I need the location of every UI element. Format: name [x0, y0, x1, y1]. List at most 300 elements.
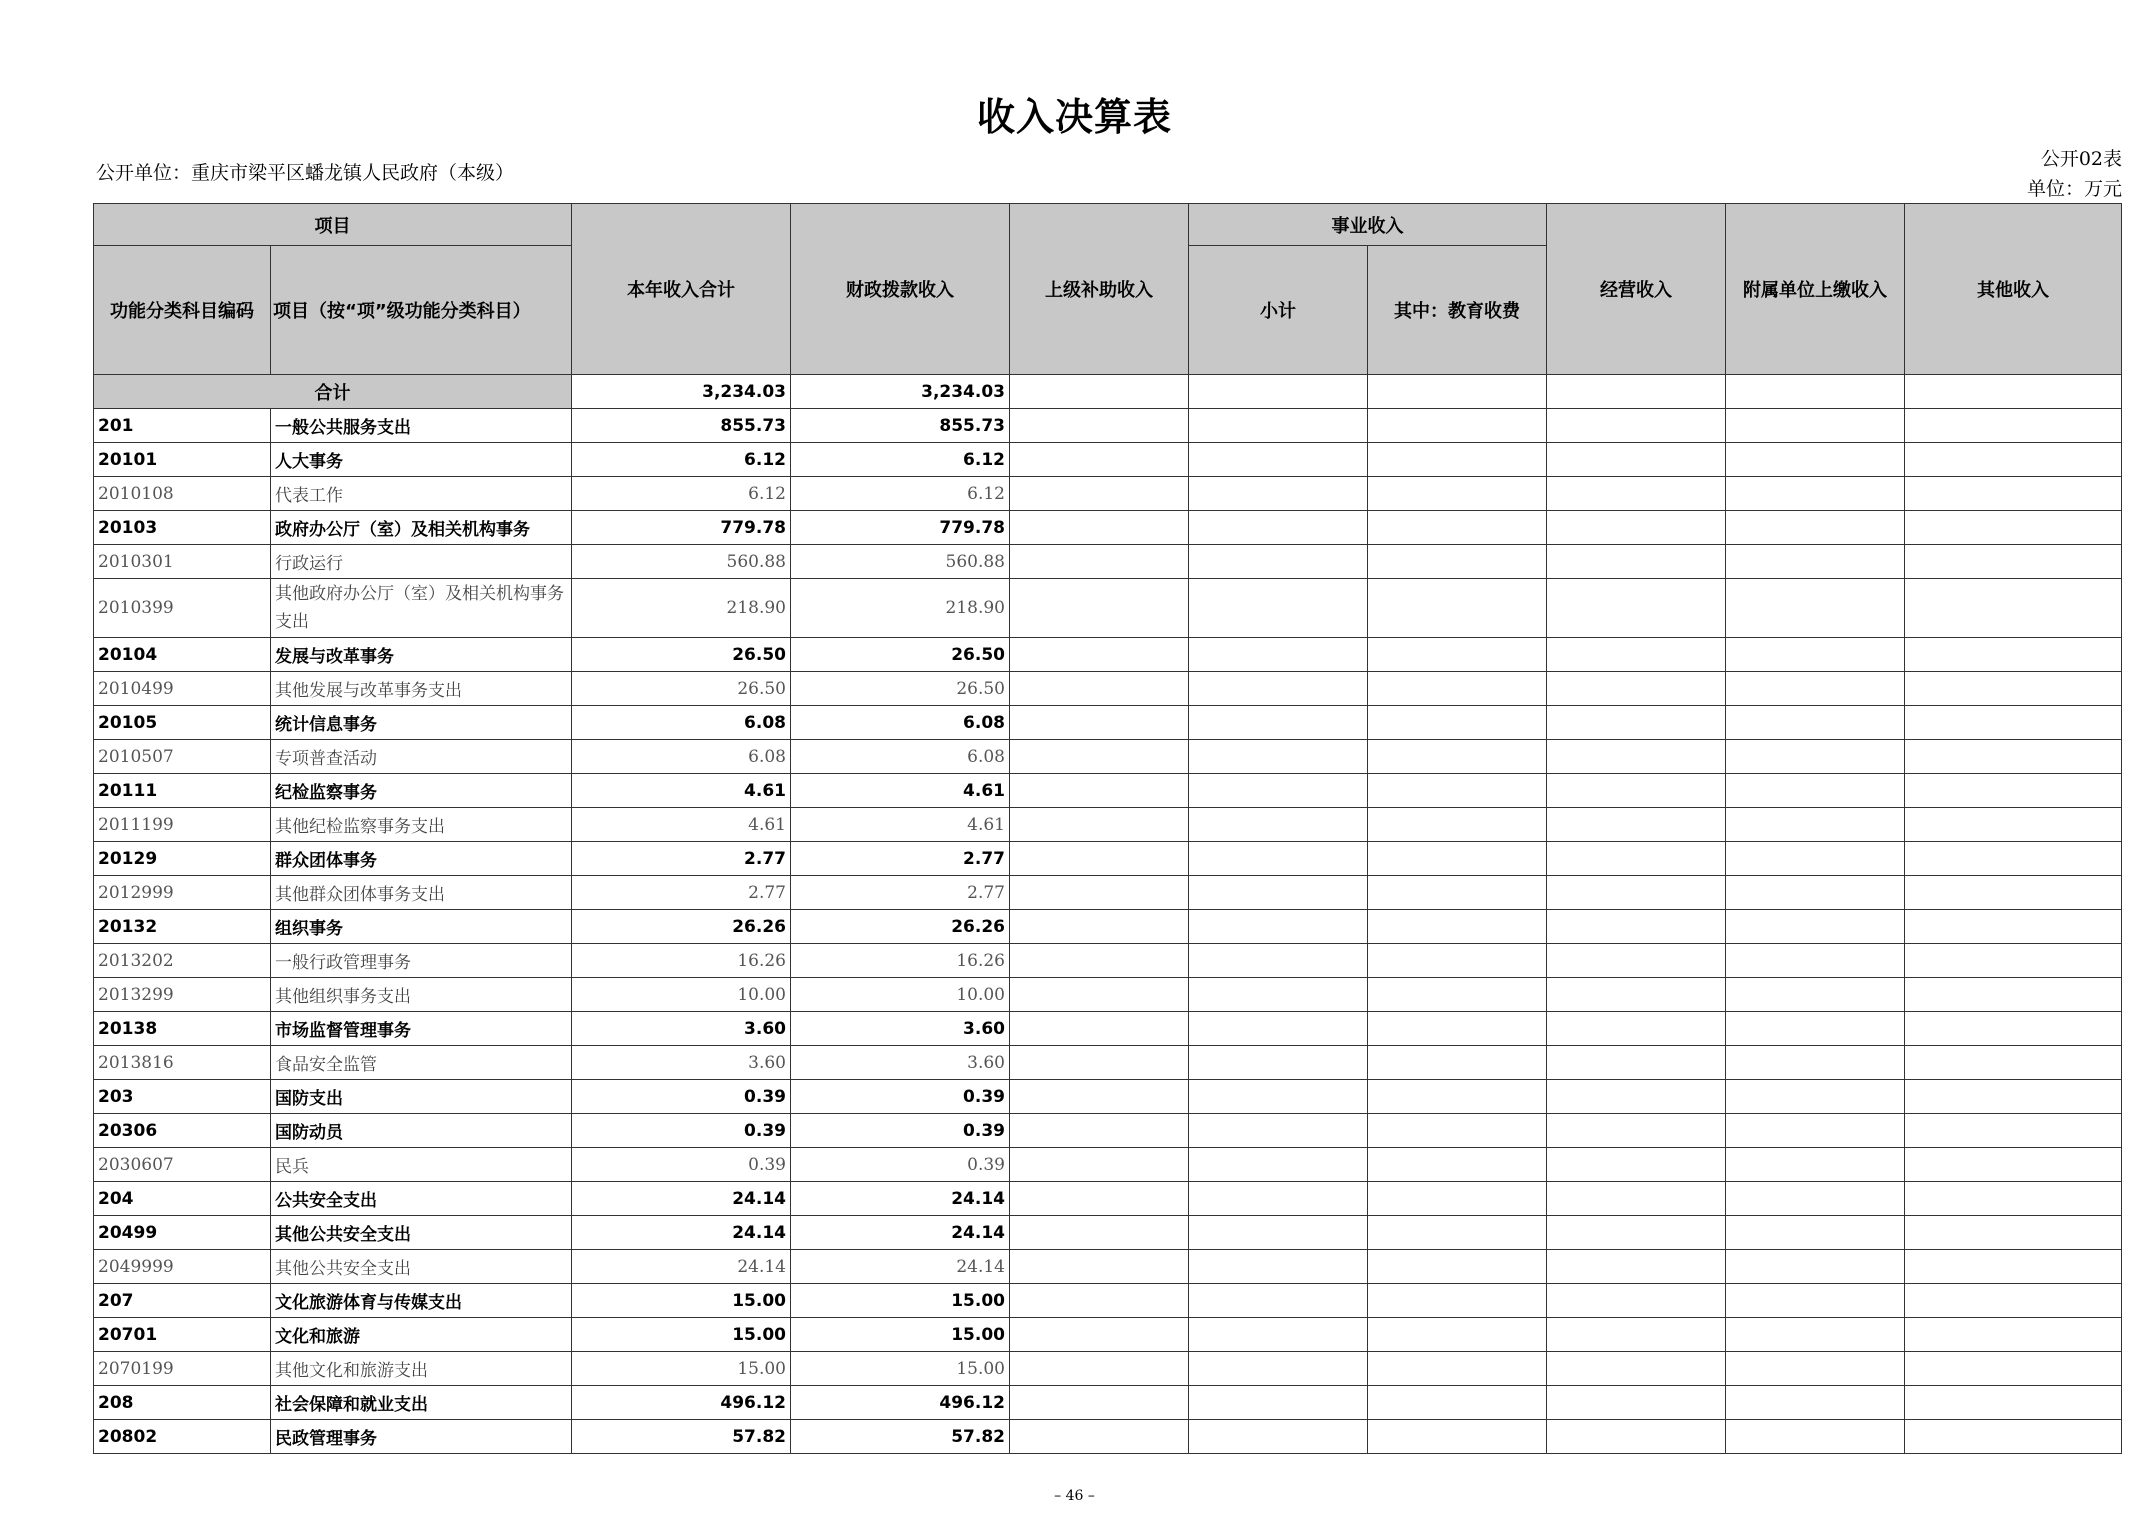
total-row — [94, 375, 2122, 409]
row-name: 其他公共安全支出 — [271, 1250, 572, 1284]
row-affiliated — [1726, 672, 1905, 706]
row-total: 24.14 — [572, 1216, 791, 1250]
row-operating — [1547, 978, 1726, 1012]
row-code: 208 — [94, 1386, 271, 1420]
row-affiliated — [1726, 1148, 1905, 1182]
row-fiscal: 57.82 — [791, 1420, 1010, 1454]
table-row — [94, 1216, 2122, 1250]
table-row — [94, 443, 2122, 477]
row-total: 26.26 — [572, 910, 791, 944]
table-row — [94, 638, 2122, 672]
row-total: 15.00 — [572, 1284, 791, 1318]
header-operating: 经营收入 — [1547, 204, 1726, 375]
row-operating — [1547, 1080, 1726, 1114]
row-total: 2.77 — [572, 876, 791, 910]
row-subtotal — [1189, 1420, 1368, 1454]
row-total: 560.88 — [572, 545, 791, 579]
row-fiscal: 855.73 — [791, 409, 1010, 443]
row-affiliated — [1726, 1046, 1905, 1080]
row-code: 2013816 — [94, 1046, 271, 1080]
row-upper — [1010, 1114, 1189, 1148]
row-fiscal: 560.88 — [791, 545, 1010, 579]
row-name: 其他组织事务支出 — [271, 978, 572, 1012]
row-code: 20105 — [94, 706, 271, 740]
row-fiscal: 15.00 — [791, 1318, 1010, 1352]
row-subtotal — [1189, 511, 1368, 545]
row-code: 201 — [94, 409, 271, 443]
table-row — [94, 842, 2122, 876]
row-affiliated — [1726, 740, 1905, 774]
row-upper — [1010, 944, 1189, 978]
row-fiscal: 24.14 — [791, 1182, 1010, 1216]
row-other — [1905, 876, 2122, 910]
row-other — [1905, 1012, 2122, 1046]
row-edu — [1368, 511, 1547, 545]
row-name: 民兵 — [271, 1148, 572, 1182]
row-other — [1905, 1114, 2122, 1148]
table-body — [94, 375, 2122, 1454]
row-operating — [1547, 944, 1726, 978]
row-operating — [1547, 409, 1726, 443]
table-row — [94, 808, 2122, 842]
row-name: 民政管理事务 — [271, 1420, 572, 1454]
row-name: 群众团体事务 — [271, 842, 572, 876]
page-number: – 46 – — [1054, 1488, 1095, 1504]
row-fiscal: 496.12 — [791, 1386, 1010, 1420]
row-code: 20104 — [94, 638, 271, 672]
row-subtotal — [1189, 910, 1368, 944]
row-subtotal — [1189, 944, 1368, 978]
row-name: 其他文化和旅游支出 — [271, 1352, 572, 1386]
row-affiliated — [1726, 1318, 1905, 1352]
total-fiscal: 3,234.03 — [791, 375, 1010, 409]
row-total: 4.61 — [572, 774, 791, 808]
row-affiliated — [1726, 1386, 1905, 1420]
row-edu — [1368, 944, 1547, 978]
row-upper — [1010, 876, 1189, 910]
row-affiliated — [1726, 1420, 1905, 1454]
row-total: 16.26 — [572, 944, 791, 978]
row-operating — [1547, 511, 1726, 545]
row-upper — [1010, 1420, 1189, 1454]
table-row — [94, 545, 2122, 579]
row-affiliated — [1726, 443, 1905, 477]
row-total: 26.50 — [572, 638, 791, 672]
row-affiliated — [1726, 774, 1905, 808]
row-subtotal — [1189, 638, 1368, 672]
total-affiliated — [1726, 375, 1905, 409]
row-operating — [1547, 842, 1726, 876]
row-subtotal — [1189, 1250, 1368, 1284]
row-operating — [1547, 1148, 1726, 1182]
row-upper — [1010, 1250, 1189, 1284]
row-code: 20701 — [94, 1318, 271, 1352]
row-other — [1905, 1386, 2122, 1420]
row-name: 发展与改革事务 — [271, 638, 572, 672]
row-code: 20132 — [94, 910, 271, 944]
row-total: 6.08 — [572, 706, 791, 740]
row-edu — [1368, 1182, 1547, 1216]
row-upper — [1010, 579, 1189, 638]
row-subtotal — [1189, 1386, 1368, 1420]
row-operating — [1547, 1420, 1726, 1454]
row-total: 0.39 — [572, 1080, 791, 1114]
table-row — [94, 978, 2122, 1012]
row-total: 24.14 — [572, 1182, 791, 1216]
row-subtotal — [1189, 1216, 1368, 1250]
table-row — [94, 1352, 2122, 1386]
row-fiscal: 0.39 — [791, 1148, 1010, 1182]
row-edu — [1368, 706, 1547, 740]
table-row — [94, 1420, 2122, 1454]
row-name: 组织事务 — [271, 910, 572, 944]
row-affiliated — [1726, 1250, 1905, 1284]
row-upper — [1010, 740, 1189, 774]
row-operating — [1547, 1012, 1726, 1046]
row-fiscal: 218.90 — [791, 579, 1010, 638]
row-subtotal — [1189, 774, 1368, 808]
table-row — [94, 740, 2122, 774]
row-name: 文化旅游体育与传媒支出 — [271, 1284, 572, 1318]
row-upper — [1010, 1148, 1189, 1182]
table-row — [94, 1182, 2122, 1216]
row-other — [1905, 740, 2122, 774]
row-affiliated — [1726, 477, 1905, 511]
row-subtotal — [1189, 1080, 1368, 1114]
table-row — [94, 1012, 2122, 1046]
row-upper — [1010, 1080, 1189, 1114]
row-other — [1905, 443, 2122, 477]
row-edu — [1368, 1046, 1547, 1080]
row-total: 3.60 — [572, 1046, 791, 1080]
row-subtotal — [1189, 1318, 1368, 1352]
table-row — [94, 1148, 2122, 1182]
row-total: 57.82 — [572, 1420, 791, 1454]
row-code: 2013202 — [94, 944, 271, 978]
row-operating — [1547, 740, 1726, 774]
row-edu — [1368, 1284, 1547, 1318]
row-subtotal — [1189, 545, 1368, 579]
row-operating — [1547, 443, 1726, 477]
row-name: 食品安全监管 — [271, 1046, 572, 1080]
row-name: 市场监督管理事务 — [271, 1012, 572, 1046]
row-subtotal — [1189, 1114, 1368, 1148]
row-affiliated — [1726, 545, 1905, 579]
row-other — [1905, 1046, 2122, 1080]
row-total: 0.39 — [572, 1114, 791, 1148]
row-upper — [1010, 910, 1189, 944]
row-subtotal — [1189, 978, 1368, 1012]
row-subtotal — [1189, 740, 1368, 774]
row-name: 政府办公厅（室）及相关机构事务 — [271, 511, 572, 545]
row-total: 26.50 — [572, 672, 791, 706]
row-affiliated — [1726, 944, 1905, 978]
row-upper — [1010, 545, 1189, 579]
row-edu — [1368, 1114, 1547, 1148]
header-affiliated: 附属单位上缴收入 — [1726, 204, 1905, 375]
row-code: 2013299 — [94, 978, 271, 1012]
row-upper — [1010, 1352, 1189, 1386]
row-other — [1905, 1318, 2122, 1352]
row-other — [1905, 1284, 2122, 1318]
row-fiscal: 6.12 — [791, 477, 1010, 511]
row-edu — [1368, 910, 1547, 944]
row-operating — [1547, 1284, 1726, 1318]
row-other — [1905, 1216, 2122, 1250]
row-name: 社会保障和就业支出 — [271, 1386, 572, 1420]
row-upper — [1010, 672, 1189, 706]
row-name: 代表工作 — [271, 477, 572, 511]
row-code: 20499 — [94, 1216, 271, 1250]
row-upper — [1010, 1182, 1189, 1216]
row-code: 2011199 — [94, 808, 271, 842]
row-code: 2070199 — [94, 1352, 271, 1386]
header-business: 事业收入 — [1189, 204, 1547, 246]
row-edu — [1368, 978, 1547, 1012]
row-operating — [1547, 672, 1726, 706]
row-edu — [1368, 443, 1547, 477]
header-subtotal: 小计 — [1189, 246, 1368, 375]
row-code: 20111 — [94, 774, 271, 808]
row-edu — [1368, 1250, 1547, 1284]
row-name: 专项普查活动 — [271, 740, 572, 774]
row-operating — [1547, 910, 1726, 944]
row-subtotal — [1189, 579, 1368, 638]
row-total: 15.00 — [572, 1352, 791, 1386]
row-total: 496.12 — [572, 1386, 791, 1420]
row-subtotal — [1189, 1352, 1368, 1386]
row-other — [1905, 409, 2122, 443]
header-edu: 其中：教育收费 — [1368, 246, 1547, 375]
row-edu — [1368, 477, 1547, 511]
row-total: 779.78 — [572, 511, 791, 545]
row-edu — [1368, 740, 1547, 774]
row-affiliated — [1726, 842, 1905, 876]
row-operating — [1547, 808, 1726, 842]
table-row — [94, 1284, 2122, 1318]
row-code: 207 — [94, 1284, 271, 1318]
row-operating — [1547, 1216, 1726, 1250]
row-operating — [1547, 1182, 1726, 1216]
total-subtotal — [1189, 375, 1368, 409]
row-affiliated — [1726, 910, 1905, 944]
row-operating — [1547, 774, 1726, 808]
row-total: 855.73 — [572, 409, 791, 443]
row-subtotal — [1189, 1284, 1368, 1318]
row-affiliated — [1726, 978, 1905, 1012]
row-affiliated — [1726, 1012, 1905, 1046]
row-edu — [1368, 1318, 1547, 1352]
row-operating — [1547, 579, 1726, 638]
row-subtotal — [1189, 1012, 1368, 1046]
row-name: 其他纪检监察事务支出 — [271, 808, 572, 842]
row-subtotal — [1189, 1148, 1368, 1182]
row-total: 6.12 — [572, 443, 791, 477]
row-operating — [1547, 1046, 1726, 1080]
row-name: 一般行政管理事务 — [271, 944, 572, 978]
row-upper — [1010, 808, 1189, 842]
header-fiscal: 财政拨款收入 — [791, 204, 1010, 375]
row-edu — [1368, 1386, 1547, 1420]
row-other — [1905, 672, 2122, 706]
row-upper — [1010, 706, 1189, 740]
row-code: 20802 — [94, 1420, 271, 1454]
row-code: 2010399 — [94, 579, 271, 638]
row-other — [1905, 910, 2122, 944]
row-operating — [1547, 1114, 1726, 1148]
row-code: 2010301 — [94, 545, 271, 579]
row-upper — [1010, 1046, 1189, 1080]
row-fiscal: 3.60 — [791, 1046, 1010, 1080]
row-fiscal: 10.00 — [791, 978, 1010, 1012]
row-fiscal: 2.77 — [791, 842, 1010, 876]
row-operating — [1547, 1318, 1726, 1352]
table-row — [94, 409, 2122, 443]
row-affiliated — [1726, 579, 1905, 638]
reporting-unit: 公开单位：重庆市梁平区蟠龙镇人民政府（本级） — [96, 162, 515, 184]
row-fiscal: 15.00 — [791, 1284, 1010, 1318]
row-upper — [1010, 978, 1189, 1012]
row-fiscal: 779.78 — [791, 511, 1010, 545]
row-upper — [1010, 511, 1189, 545]
row-other — [1905, 638, 2122, 672]
row-other — [1905, 1148, 2122, 1182]
total-other — [1905, 375, 2122, 409]
table-row — [94, 477, 2122, 511]
row-subtotal — [1189, 1182, 1368, 1216]
table-row — [94, 774, 2122, 808]
row-affiliated — [1726, 808, 1905, 842]
row-upper — [1010, 1284, 1189, 1318]
row-other — [1905, 1420, 2122, 1454]
table-header — [94, 204, 2122, 375]
table-row — [94, 1386, 2122, 1420]
row-edu — [1368, 1148, 1547, 1182]
row-total: 10.00 — [572, 978, 791, 1012]
row-other — [1905, 545, 2122, 579]
row-fiscal: 6.08 — [791, 706, 1010, 740]
row-name: 一般公共服务支出 — [271, 409, 572, 443]
total-total: 3,234.03 — [572, 375, 791, 409]
row-upper — [1010, 409, 1189, 443]
row-subtotal — [1189, 443, 1368, 477]
row-subtotal — [1189, 672, 1368, 706]
row-edu — [1368, 774, 1547, 808]
row-upper — [1010, 1318, 1189, 1352]
row-subtotal — [1189, 706, 1368, 740]
table-row — [94, 1046, 2122, 1080]
table-row — [94, 1318, 2122, 1352]
row-total: 24.14 — [572, 1250, 791, 1284]
row-code: 20306 — [94, 1114, 271, 1148]
row-subtotal — [1189, 842, 1368, 876]
row-affiliated — [1726, 1216, 1905, 1250]
header-project: 项目 — [94, 204, 572, 246]
row-edu — [1368, 409, 1547, 443]
row-affiliated — [1726, 409, 1905, 443]
row-subtotal — [1189, 876, 1368, 910]
row-upper — [1010, 443, 1189, 477]
row-upper — [1010, 774, 1189, 808]
total-operating — [1547, 375, 1726, 409]
header-upper: 上级补助收入 — [1010, 204, 1189, 375]
row-other — [1905, 706, 2122, 740]
row-code: 2030607 — [94, 1148, 271, 1182]
header-name: 项目（按“项”级功能分类科目） — [271, 246, 572, 375]
row-code: 2010108 — [94, 477, 271, 511]
row-other — [1905, 808, 2122, 842]
table-row — [94, 1250, 2122, 1284]
row-upper — [1010, 1386, 1189, 1420]
row-code: 20138 — [94, 1012, 271, 1046]
row-total: 6.08 — [572, 740, 791, 774]
total-upper — [1010, 375, 1189, 409]
row-upper — [1010, 842, 1189, 876]
row-operating — [1547, 638, 1726, 672]
total-edu — [1368, 375, 1547, 409]
row-fiscal: 2.77 — [791, 876, 1010, 910]
row-code: 2012999 — [94, 876, 271, 910]
table-row — [94, 1114, 2122, 1148]
row-fiscal: 3.60 — [791, 1012, 1010, 1046]
row-edu — [1368, 1012, 1547, 1046]
row-fiscal: 0.39 — [791, 1080, 1010, 1114]
row-other — [1905, 944, 2122, 978]
row-upper — [1010, 638, 1189, 672]
row-total: 15.00 — [572, 1318, 791, 1352]
row-edu — [1368, 579, 1547, 638]
row-fiscal: 24.14 — [791, 1250, 1010, 1284]
row-edu — [1368, 1352, 1547, 1386]
row-other — [1905, 1352, 2122, 1386]
row-operating — [1547, 706, 1726, 740]
table-row — [94, 579, 2122, 638]
row-name: 公共安全支出 — [271, 1182, 572, 1216]
row-subtotal — [1189, 1046, 1368, 1080]
row-total: 4.61 — [572, 808, 791, 842]
row-total: 0.39 — [572, 1148, 791, 1182]
row-subtotal — [1189, 477, 1368, 511]
row-operating — [1547, 545, 1726, 579]
row-other — [1905, 978, 2122, 1012]
row-edu — [1368, 876, 1547, 910]
row-total: 2.77 — [572, 842, 791, 876]
total-label: 合计 — [94, 375, 572, 409]
row-other — [1905, 774, 2122, 808]
row-name: 行政运行 — [271, 545, 572, 579]
row-code: 20101 — [94, 443, 271, 477]
row-edu — [1368, 545, 1547, 579]
row-edu — [1368, 808, 1547, 842]
row-name: 人大事务 — [271, 443, 572, 477]
row-name: 文化和旅游 — [271, 1318, 572, 1352]
row-affiliated — [1726, 511, 1905, 545]
row-other — [1905, 477, 2122, 511]
row-code: 20129 — [94, 842, 271, 876]
row-other — [1905, 1182, 2122, 1216]
currency-unit: 单位：万元 — [2026, 178, 2122, 200]
row-operating — [1547, 1352, 1726, 1386]
table-row — [94, 706, 2122, 740]
row-fiscal: 6.12 — [791, 443, 1010, 477]
row-fiscal: 26.50 — [791, 638, 1010, 672]
row-affiliated — [1726, 876, 1905, 910]
row-edu — [1368, 1420, 1547, 1454]
row-other — [1905, 1250, 2122, 1284]
table-row — [94, 511, 2122, 545]
row-affiliated — [1726, 638, 1905, 672]
row-total: 218.90 — [572, 579, 791, 638]
